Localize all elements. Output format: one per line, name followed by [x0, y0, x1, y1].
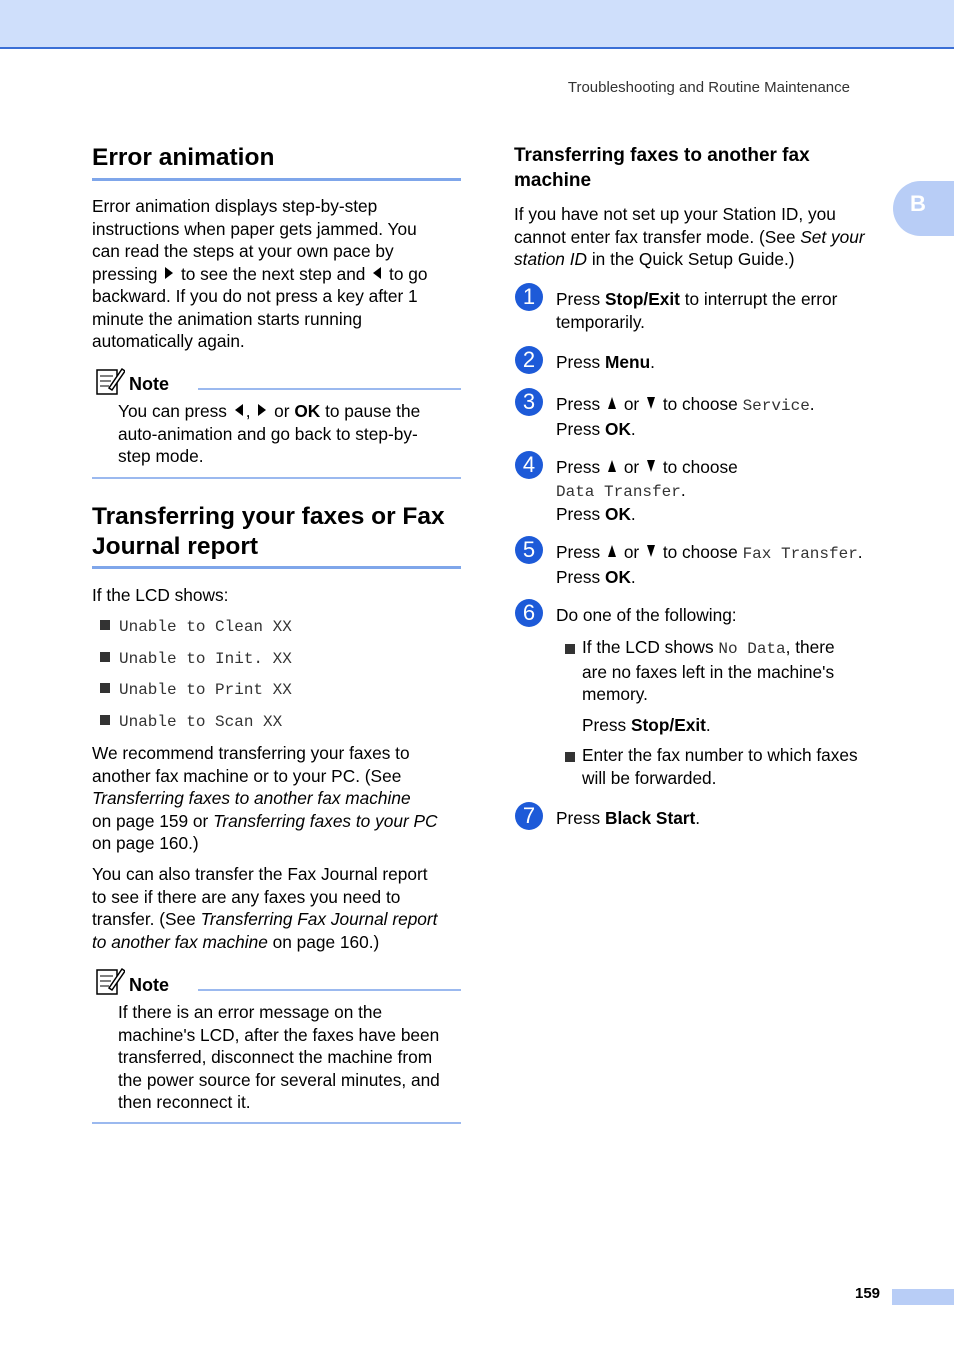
- if-lcd-shows: If the LCD shows:: [92, 585, 229, 605]
- text: on page 159 or: [92, 810, 209, 831]
- step-1-text: [556, 288, 837, 333]
- text: .: [695, 808, 701, 828]
- text: cannot enter fax transfer mode. (See: [514, 226, 796, 247]
- right-intro: [514, 203, 894, 271]
- title-line: Journal report: [92, 533, 259, 560]
- body-line: instructions when paper gets jammed. You: [92, 218, 417, 239]
- text: Press: [556, 289, 601, 309]
- text: .: [857, 542, 863, 562]
- body-line: minute the animation starts running: [92, 308, 362, 329]
- step-line: [556, 456, 738, 479]
- recommend-paragraph: [92, 742, 461, 855]
- chapter-tab-label: B: [910, 191, 926, 216]
- text: , there: [785, 637, 835, 657]
- right-arrow-icon: [165, 267, 173, 279]
- step-line: [556, 541, 863, 566]
- text: .: [630, 504, 636, 524]
- step-line: [582, 636, 892, 661]
- cross-reference-link[interactable]: Transferring faxes to another fax machine: [92, 788, 411, 808]
- note-body: [118, 400, 461, 468]
- step-line: [556, 479, 738, 504]
- text: .: [680, 479, 686, 500]
- text: to see the next step and: [180, 263, 366, 284]
- step-number-2: 2: [515, 346, 543, 374]
- step-number-1: 1: [515, 283, 543, 311]
- page-number-bar: [892, 1289, 954, 1305]
- note-body: [118, 1001, 461, 1114]
- text: or: [274, 401, 290, 421]
- list-item: [100, 681, 292, 713]
- note-rule-bottom: [92, 1122, 461, 1124]
- step-line: temporarily.: [556, 311, 645, 332]
- text: Press: [556, 457, 601, 477]
- step-6-option-2: [582, 744, 892, 789]
- bullet-icon: [565, 752, 575, 762]
- body-line: backward. If you do not press a key after 1: [92, 286, 418, 306]
- note-label: Note: [129, 975, 169, 995]
- step-line: [582, 714, 892, 737]
- bullet-icon: [100, 715, 110, 725]
- step-number-6: 6: [515, 599, 543, 627]
- bullet-icon: [100, 683, 110, 693]
- text: on page 160.): [272, 931, 380, 952]
- key-name: Stop/Exit: [631, 714, 706, 735]
- step-line: memory.: [582, 684, 648, 704]
- body-line: Error animation displays step-by-step: [92, 196, 378, 216]
- down-arrow-icon: [647, 397, 655, 409]
- text: Press: [556, 808, 601, 828]
- lcd-message: Unable to Init. XX: [119, 649, 292, 668]
- chapter-tab: [893, 181, 954, 236]
- note-line: If there is an error message on the: [118, 1002, 383, 1022]
- up-arrow-icon: [608, 545, 616, 557]
- text: to choose: [662, 394, 738, 414]
- step-6-text: Do one of the following:: [556, 605, 737, 625]
- lcd-menu-item: Data Transfer: [556, 482, 681, 501]
- para-line: to see if there are any faxes you need to: [92, 886, 401, 907]
- list-item: [100, 618, 292, 650]
- text: or: [623, 457, 640, 477]
- step-line: [556, 288, 837, 311]
- step-line: Enter the fax number to which faxes: [582, 745, 858, 765]
- cross-reference-link[interactable]: station ID: [514, 249, 587, 269]
- note-line: then reconnect it.: [118, 1092, 251, 1112]
- list-item: [100, 713, 292, 745]
- body-line: automatically again.: [92, 331, 245, 351]
- note-rule-top: [198, 388, 461, 390]
- title-rule: [92, 566, 461, 569]
- error-animation-title: Error animation: [92, 144, 275, 171]
- text: to pause the: [325, 401, 421, 421]
- cross-reference-link[interactable]: Set your: [800, 226, 865, 247]
- cross-reference-link[interactable]: to another fax machine: [92, 931, 268, 952]
- up-arrow-icon: [608, 397, 616, 409]
- step-line: [556, 503, 738, 526]
- text: Press: [556, 504, 601, 524]
- step-number-5: 5: [515, 536, 543, 564]
- header-band: [0, 0, 954, 49]
- text: to choose: [662, 542, 738, 562]
- text: to choose: [662, 457, 738, 477]
- text: or: [623, 394, 640, 414]
- para-line: [514, 248, 894, 271]
- note-pencil-icon: [95, 966, 125, 996]
- key-name: Menu: [605, 352, 651, 372]
- text: .: [650, 352, 655, 372]
- note-pencil-icon: [95, 366, 125, 396]
- text: Press: [582, 714, 627, 735]
- para-line: You can also transfer the Fax Journal report: [92, 864, 428, 884]
- text: to go: [389, 263, 428, 284]
- step-line: [556, 566, 863, 589]
- step-3-text: [556, 393, 815, 440]
- para-line: on page 160.): [92, 833, 199, 853]
- note-line: auto-animation and go back to step-by-: [118, 423, 418, 444]
- text: in the Quick Setup Guide.): [591, 249, 795, 269]
- body-line: [92, 263, 461, 286]
- note-line: step mode.: [118, 446, 204, 466]
- left-arrow-icon: [373, 267, 381, 279]
- para-line: [92, 908, 461, 931]
- lcd-message: Unable to Clean XX: [119, 618, 292, 636]
- step-line: [556, 418, 815, 441]
- step-number-3: 3: [515, 388, 543, 416]
- key-name: Stop/Exit: [605, 289, 680, 309]
- down-arrow-icon: [647, 545, 655, 557]
- note-rule-top: [198, 989, 461, 991]
- down-arrow-icon: [647, 460, 655, 472]
- list-item: [100, 650, 292, 682]
- also-paragraph: [92, 863, 461, 953]
- step-7-text: [556, 807, 700, 830]
- text: Press: [556, 418, 601, 439]
- title-line: machine: [514, 170, 592, 191]
- para-line: [92, 931, 461, 954]
- step-number-4: 4: [515, 451, 543, 479]
- cross-reference-link[interactable]: Transferring faxes to your PC: [213, 810, 438, 831]
- text: pressing: [92, 263, 158, 284]
- lcd-menu-item: Fax Transfer: [742, 545, 858, 563]
- text: .: [630, 566, 636, 587]
- note-line: transferred, disconnect the machine from: [118, 1047, 433, 1067]
- text: .: [630, 418, 636, 439]
- key-name: OK: [605, 566, 631, 587]
- text: or: [623, 542, 640, 562]
- note-line: machine's LCD, after the faxes have been: [118, 1024, 440, 1045]
- para-line: If you have not set up your Station ID, you: [514, 204, 836, 224]
- step-2-text: [556, 351, 655, 374]
- text: transfer. (See: [92, 909, 196, 929]
- step-4-text: [556, 456, 738, 526]
- title-line: Transferring your faxes or Fax: [92, 503, 445, 530]
- step-5-text: [556, 541, 863, 588]
- left-arrow-icon: [235, 404, 243, 416]
- text: ,: [245, 401, 251, 421]
- text: You can press: [118, 401, 227, 421]
- up-arrow-icon: [608, 460, 616, 472]
- bullet-icon: [100, 652, 110, 662]
- step-line: will be forwarded.: [582, 767, 717, 788]
- lcd-message: No Data: [718, 640, 786, 658]
- title-line: Transferring faxes to another fax: [514, 145, 810, 166]
- para-line: another fax machine or to your PC. (See: [92, 765, 402, 786]
- step-line: [556, 393, 815, 418]
- page-number: 159: [855, 1285, 881, 1302]
- para-line: [92, 787, 461, 810]
- text: Press: [556, 566, 601, 587]
- cross-reference-link[interactable]: Transferring Fax Journal report: [200, 909, 438, 929]
- text: Press: [556, 394, 601, 414]
- key-name: Black Start: [605, 808, 696, 828]
- step-6-option-1: [582, 636, 892, 736]
- step-line: are no faxes left in the machine's: [582, 661, 835, 682]
- para-line: [514, 226, 894, 249]
- text: .: [809, 394, 815, 414]
- error-animation-body: [92, 195, 461, 353]
- text: Press: [556, 352, 601, 372]
- lcd-message: Unable to Print XX: [119, 681, 292, 699]
- note-label: Note: [129, 374, 169, 394]
- para-line: We recommend transferring your faxes to: [92, 743, 410, 763]
- body-line: can read the steps at your own pace by: [92, 241, 394, 261]
- text: to interrupt the error: [684, 289, 838, 309]
- title-rule: [92, 178, 461, 181]
- note-line: [118, 400, 461, 423]
- note-rule-bottom: [92, 477, 461, 479]
- text: Press: [556, 542, 601, 562]
- lcd-message: Unable to Scan XX: [119, 712, 283, 731]
- para-line: [92, 810, 461, 833]
- text: If the LCD shows: [582, 637, 714, 657]
- transferring-title: [92, 502, 445, 562]
- text: .: [705, 714, 711, 735]
- lcd-message-list: [100, 618, 292, 744]
- right-arrow-icon: [258, 404, 266, 416]
- bullet-icon: [565, 644, 575, 654]
- running-head: Troubleshooting and Routine Maintenance: [567, 79, 850, 96]
- ok-key: OK: [294, 401, 321, 421]
- right-section-title: [514, 143, 810, 193]
- step-number-7: 7: [515, 802, 543, 830]
- key-name: OK: [605, 418, 631, 439]
- note-line: the power source for several minutes, and: [118, 1069, 440, 1090]
- key-name: OK: [605, 504, 631, 524]
- lcd-menu-item: Service: [742, 397, 810, 415]
- bullet-icon: [100, 620, 110, 630]
